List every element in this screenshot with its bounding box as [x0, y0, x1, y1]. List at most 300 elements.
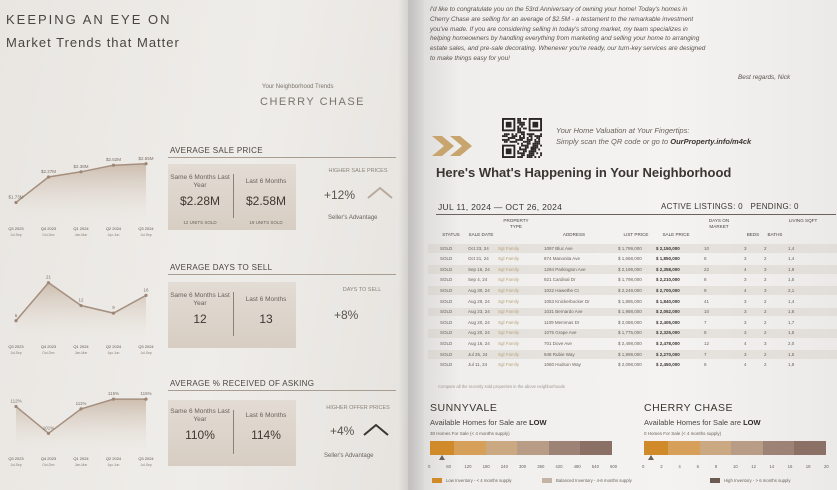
change-label: HIGHER OFFER PRICES: [326, 405, 390, 411]
tick-label: 16: [787, 464, 793, 469]
table-cell: 12: [704, 340, 710, 346]
column-header: LIST PRICE: [623, 232, 649, 237]
table-cell: $ 1,988,000: [618, 309, 642, 315]
low-inventory-swatch: [432, 478, 442, 483]
prev-period-label: Same 6 Months Last Year: [170, 174, 230, 189]
tick-label: 240: [500, 464, 508, 469]
x-tick-sublabel: Jul-Sep: [10, 463, 22, 467]
table-cell: Sgl Family: [498, 266, 520, 272]
table-cell: $ 2,450,000: [656, 362, 680, 368]
x-tick-sublabel: Jan-Mar: [74, 351, 88, 355]
tick-label: 420: [555, 464, 563, 469]
table-cell: $ 1,775,000: [618, 330, 642, 336]
x-tick-sublabel: Jul-Sep: [140, 463, 152, 467]
inventory-bar: [644, 441, 826, 455]
table-cell: 8: [704, 362, 707, 368]
date-range: JUL 11, 2024 — OCT 26, 2024: [438, 202, 563, 212]
availability-level: LOW: [743, 418, 761, 427]
x-tick-sublabel: Jul-Sep: [10, 233, 22, 237]
balanced-inventory-legend: Balanced Inventory - 4-6 months supply: [556, 478, 632, 483]
tick-label: 60: [446, 464, 451, 469]
table-cell: 2: [764, 362, 767, 368]
table-cell: 874 Manonita Ave: [544, 256, 580, 262]
table-cell: Aug 20, 24: [468, 319, 490, 325]
x-tick-label: Q3 2023: [8, 226, 24, 231]
table-row[interactable]: [428, 308, 837, 317]
trend-point: [112, 398, 115, 401]
column-header: STATUS: [442, 232, 460, 237]
table-cell: SOLD: [440, 277, 453, 283]
table-cell: Sgl Family: [498, 298, 520, 304]
tick-label: 18: [805, 464, 811, 469]
table-cell: 1,4: [788, 256, 795, 262]
x-tick-label: Q3 2024: [138, 344, 154, 349]
table-cell: Sgl Family: [498, 330, 520, 336]
table-cell: $ 2,270,000: [656, 351, 680, 357]
x-tick-label: Q3 2024: [138, 456, 154, 461]
stat-divider: [233, 410, 234, 454]
trend-point: [79, 170, 82, 173]
x-tick-sublabel: Apr-Jun: [107, 351, 120, 355]
table-cell: Sgl Family: [498, 309, 520, 315]
table-cell: SOLD: [440, 298, 453, 304]
prev-period-value: 110%: [185, 428, 215, 442]
tick-label: 12: [751, 464, 756, 469]
trend-point: [47, 175, 50, 178]
table-cell: 1,6: [788, 309, 795, 315]
x-tick-sublabel: Jul-Sep: [140, 351, 152, 355]
table-row[interactable]: [428, 339, 837, 348]
days-to-sell-trend-chart: [4, 258, 164, 358]
sale-price-section-title: AVERAGE SALE PRICE: [170, 146, 263, 155]
point-label: $1.73M: [8, 194, 24, 200]
table-row[interactable]: [428, 265, 837, 274]
table-cell: 948 Rubie Way: [544, 351, 575, 357]
header-subtitle: Market Trends that Matter: [6, 35, 180, 50]
table-cell: Sgl Family: [498, 287, 520, 293]
cur-period-label: Last 6 Months: [245, 178, 287, 185]
tick-label: 20: [824, 464, 829, 469]
page-fold-shadow: [398, 0, 424, 490]
tick-label: 10: [733, 464, 738, 469]
market-trends-page: [0, 0, 412, 490]
x-tick-sublabel: Oct-Dec: [42, 463, 55, 467]
table-cell: 2: [764, 245, 767, 251]
x-tick-label: Q3 2023: [8, 344, 24, 349]
advantage-label: Seller's Advantage: [324, 453, 374, 459]
column-header: LIVING SQFT: [788, 218, 818, 223]
x-tick-label: Q2 2024: [105, 226, 122, 231]
table-cell: $ 2,052,000: [656, 309, 680, 315]
change-value: +12%: [324, 188, 356, 202]
up-chevron-icon: [366, 186, 394, 200]
high-inventory-legend: High Inventory - > 6 months supply: [724, 478, 791, 483]
trend-point: [47, 432, 50, 435]
trend-point: [144, 294, 147, 297]
prev-period-label: Same 6 Months Last Year: [170, 292, 230, 307]
homes-for-sale-count: 0 Homes For Sale (< 4 months supply): [644, 431, 722, 436]
table-cell: $ 2,210,000: [656, 277, 680, 283]
table-cell: 8: [704, 256, 707, 262]
table-cell: 1,8: [788, 362, 795, 368]
prev-period-label: Same 6 Months Last Year: [170, 408, 230, 423]
column-header: BATHS: [767, 232, 783, 237]
point-label: 111%: [75, 400, 87, 406]
table-cell: 3: [744, 256, 747, 262]
tick-label: 360: [537, 464, 545, 469]
table-cell: 10: [704, 245, 710, 251]
table-cell: 3: [744, 351, 747, 357]
table-cell: $ 2,358,000: [656, 266, 680, 272]
cur-period-value: 13: [259, 312, 273, 326]
inventory-indicator-icon: [648, 455, 654, 460]
inventory-bar: [430, 441, 612, 455]
trend-point: [144, 398, 147, 401]
table-cell: 4: [744, 362, 747, 368]
inventory-bar-segment: [580, 441, 612, 455]
table-top-rule: [436, 214, 836, 215]
inventory-bar-segment: [486, 441, 518, 455]
high-inventory-swatch: [710, 478, 720, 483]
table-cell: 2: [764, 330, 767, 336]
prev-period-value: $2.28M: [179, 194, 221, 208]
table-cell: Aug 29, 24: [468, 298, 490, 304]
letter-line: I'd like to congratulate you on the 53rd Anniversary of owning your home! Today's homes in: [430, 6, 688, 13]
table-cell: Sep 4, 24: [468, 277, 488, 283]
x-tick-sublabel: Apr-Jun: [107, 463, 120, 467]
column-header: ADDRESS: [562, 232, 586, 237]
trend-point: [79, 304, 82, 307]
inventory-bar-segment: [549, 441, 581, 455]
table-cell: 1031 Bernardo Ave: [544, 309, 583, 315]
x-tick-sublabel: Oct-Dec: [42, 233, 55, 237]
table-cell: 41: [704, 298, 710, 304]
table-row[interactable]: [428, 286, 837, 295]
table-cell: 1,5: [788, 351, 795, 357]
table-cell: 10: [704, 309, 710, 315]
table-cell: 1,4: [788, 298, 795, 304]
homes-for-sale-count: 30 Homes For Sale (< 4 months supply): [430, 431, 510, 436]
trend-point: [112, 312, 115, 315]
table-cell: Aug 20, 24: [468, 330, 490, 336]
happening-title: Here's What's Happening in Your Neighborhood: [436, 165, 732, 180]
table-cell: 4: [744, 266, 747, 272]
table-cell: $ 2,150,000: [656, 245, 680, 251]
table-cell: $ 2,249,000: [618, 287, 642, 293]
table-cell: $ 1,668,000: [618, 256, 642, 262]
table-cell: $ 1,840,000: [656, 298, 680, 304]
table-cell: Aug 23, 24: [468, 309, 490, 315]
table-cell: 3: [744, 330, 747, 336]
table-cell: 9: [704, 287, 707, 293]
tick-label: 300: [519, 464, 527, 469]
table-row[interactable]: [428, 318, 837, 327]
table-cell: 701 Dove Ave: [544, 340, 572, 346]
table-cell: 7: [704, 351, 707, 357]
prev-period-value: 12: [193, 312, 207, 326]
letter-line: estate sales, and pre-sale decorating. Whenever you're ready, our turn-key services are designed: [430, 45, 706, 53]
table-cell: 1097 Bluc Ave: [544, 245, 573, 251]
availability-text: [430, 418, 547, 427]
tick-label: 540: [591, 464, 599, 469]
cur-period-label: Last 6 Months: [245, 296, 287, 303]
table-cell: SOLD: [440, 287, 453, 293]
table-cell: 8: [704, 277, 707, 283]
table-cell: $ 2,478,000: [656, 340, 680, 346]
table-cell: 3: [744, 245, 747, 251]
point-label: 12: [78, 297, 84, 303]
table-cell: 3: [744, 319, 747, 325]
table-cell: $ 2,325,000: [656, 330, 680, 336]
table-cell: Jul 11, 24: [468, 362, 488, 368]
double-chevron-icon: [432, 134, 480, 158]
letter-line: to make things easy for you!: [430, 54, 510, 62]
letter-line: Cherry Chase are selling for an average of $2.5M - a testament to the remarkable investment: [430, 15, 694, 23]
trend-area: [16, 283, 146, 336]
column-header: DAYS ON MARKET: [708, 218, 730, 229]
x-tick-sublabel: Jul-Sep: [10, 351, 22, 355]
x-tick-label: Q4 2023: [40, 456, 57, 461]
column-header: SALE PRICE: [662, 232, 690, 237]
table-cell: 1,5: [788, 330, 795, 336]
table-cell: 2: [764, 309, 767, 315]
x-tick-sublabel: Jul-Sep: [140, 233, 152, 237]
table-cell: SOLD: [440, 266, 453, 272]
availability-level: LOW: [529, 418, 547, 427]
x-tick-label: Q3 2024: [138, 226, 154, 231]
point-label: 6: [14, 312, 18, 318]
change-label: DAYS TO SELL: [342, 287, 382, 293]
table-cell: SOLD: [440, 309, 453, 315]
inventory-indicator-icon: [439, 455, 445, 460]
table-cell: Aug 16, 24: [468, 340, 490, 346]
table-cell: 1294 Parkington Ave: [544, 266, 586, 272]
point-label: 21: [45, 274, 52, 280]
table-row[interactable]: [428, 244, 837, 253]
percent-of-asking-trend-chart: [4, 370, 164, 470]
inventory-bar-segment: [454, 441, 486, 455]
tick-label: 8: [714, 464, 718, 469]
table-cell: 4: [744, 287, 747, 293]
letter-signoff: Best regards, Nick: [738, 74, 791, 81]
table-row[interactable]: [428, 255, 837, 264]
x-tick-label: Q1 2024: [73, 456, 89, 461]
table-row[interactable]: [428, 350, 837, 359]
table-cell: 3: [744, 277, 747, 283]
table-cell: 1053 Knickerbocker Dr: [544, 298, 590, 304]
table-cell: 1060 Hudson Way: [544, 362, 581, 368]
table-cell: Aug 30, 24: [468, 287, 490, 293]
table-cell: 1075 Grape Ave: [544, 330, 577, 336]
balanced-inventory-swatch: [542, 478, 552, 483]
qr-code-icon[interactable]: [502, 118, 542, 158]
table-cell: $ 1,895,000: [618, 298, 642, 304]
table-cell: 2: [764, 277, 767, 283]
cur-period-value: 114%: [251, 428, 281, 442]
table-cell: $ 2,700,000: [656, 287, 680, 293]
column-header: SALE DATE: [468, 232, 494, 237]
availability-prefix: Available Homes for Sale are: [430, 418, 530, 427]
table-cell: Oct 21, 24: [468, 256, 489, 262]
stat-divider: [233, 292, 234, 336]
table-cell: 1,7: [788, 319, 795, 325]
tick-label: 600: [610, 464, 618, 469]
table-cell: 7: [704, 319, 707, 325]
table-cell: Sep 16, 24: [468, 266, 490, 272]
table-cell: $ 2,098,000: [618, 362, 642, 368]
point-label: $2.52M: [105, 157, 122, 163]
table-cell: $ 2,088,000: [618, 319, 642, 325]
trend-point: [79, 407, 82, 410]
days-to-sell-section-title: AVERAGE DAYS TO SELL: [170, 263, 273, 272]
section-divider: [168, 390, 396, 391]
inventory-bar-segment: [700, 441, 732, 455]
table-cell: SOLD: [440, 362, 453, 368]
table-cell: Oct 23, 24: [468, 245, 489, 251]
active-listings: ACTIVE LISTINGS: 0: [661, 202, 743, 211]
table-cell: 2: [764, 256, 767, 262]
city-name: CHERRY CHASE: [644, 402, 734, 414]
table-cell: $ 1,899,000: [618, 351, 642, 357]
x-tick-sublabel: Jan-Mar: [74, 233, 88, 237]
table-row[interactable]: [428, 297, 837, 306]
x-tick-label: Q2 2024: [105, 344, 122, 349]
table-footnote: Compare all the recently sold properties in the above neighborhoods: [438, 384, 565, 389]
change-label: HIGHER SALE PRICES: [328, 168, 388, 174]
point-label: 115%: [140, 391, 152, 397]
table-cell: 8: [704, 330, 707, 336]
x-tick-label: Q1 2024: [73, 344, 89, 349]
letter-line: you've made. If you are considering selling in today's strong market, my team specializes in: [430, 25, 688, 33]
sale-price-trend-chart: [4, 140, 164, 240]
percent-asking-stat-box: [168, 400, 296, 466]
neighborhood-name: CHERRY CHASE: [260, 96, 366, 108]
sale-price-stat-box: [168, 164, 296, 230]
table-cell: Jul 25, 24: [468, 351, 488, 357]
up-chevron-icon: [362, 423, 390, 437]
change-value: +8%: [334, 308, 359, 322]
table-cell: $ 1,850,000: [656, 256, 680, 262]
table-cell: 1,5: [788, 277, 795, 283]
percent-asking-section-title: AVERAGE % RECEIVED OF ASKING: [170, 379, 315, 388]
table-cell: Sgl Family: [498, 340, 520, 346]
low-inventory-legend: Low Inventory - < 4 months supply: [446, 478, 512, 483]
tick-label: 6: [696, 464, 699, 469]
inventory-bar-segment: [430, 441, 454, 455]
point-label: 9: [112, 305, 115, 311]
x-tick-label: Q4 2023: [40, 226, 57, 231]
table-cell: $ 2,405,000: [656, 319, 680, 325]
table-cell: 1,4: [788, 245, 795, 251]
section-divider: [168, 157, 396, 158]
table-cell: $ 1,798,000: [618, 277, 642, 283]
table-cell: 3: [764, 340, 767, 346]
table-cell: 4: [744, 340, 747, 346]
table-cell: 1109 Memmas Dr: [544, 319, 580, 325]
inventory-bar-segment: [731, 441, 763, 455]
section-divider: [168, 274, 396, 275]
stat-divider: [233, 174, 234, 218]
table-cell: 2,0: [788, 340, 795, 346]
table-cell: $ 2,199,000: [618, 266, 642, 272]
point-label: $2.55M: [138, 155, 154, 161]
x-tick-label: Q3 2023: [8, 456, 24, 461]
days-to-sell-stat-box: [168, 282, 296, 348]
x-tick-sublabel: Oct-Dec: [42, 351, 55, 355]
availability-text: [644, 418, 761, 427]
table-cell: SOLD: [440, 330, 453, 336]
anniversary-letter: [430, 5, 830, 64]
valuation-url-link[interactable]: OurProperty.info/m4ck: [670, 137, 752, 146]
prev-units-sold: 12 UNITS SOLD: [183, 220, 217, 225]
tick-label: 4: [678, 464, 681, 469]
table-cell: 3: [764, 287, 767, 293]
inventory-bar-segment: [763, 441, 795, 455]
x-tick-label: Q1 2024: [73, 226, 89, 231]
point-label: 16: [143, 287, 149, 293]
table-cell: 921 Cardinal Dr: [544, 277, 576, 283]
trend-point: [14, 201, 17, 204]
table-cell: 2: [764, 298, 767, 304]
table-row[interactable]: [428, 276, 837, 285]
table-cell: 2: [764, 319, 767, 325]
point-label: 112%: [10, 398, 22, 404]
valuation-title: Your Home Valuation at Your Fingertips:: [556, 126, 690, 135]
advantage-label: Seller's Advantage: [328, 215, 378, 221]
table-row[interactable]: [428, 361, 837, 370]
table-cell: Sgl Family: [498, 256, 520, 262]
table-cell: Sgl Family: [498, 319, 520, 325]
change-value: +4%: [330, 424, 355, 438]
header-title: KEEPING AN EYE ON: [6, 12, 172, 27]
pending-listings: PENDING: 0: [750, 202, 799, 211]
point-label: 101%: [42, 425, 55, 431]
tick-label: 14: [769, 464, 775, 469]
trend-point: [14, 405, 17, 408]
table-cell: 2,1: [788, 287, 795, 293]
trend-point: [14, 319, 17, 322]
trend-point: [144, 162, 147, 165]
tick-label: 180: [482, 464, 490, 469]
cur-period-value: $2.58M: [245, 194, 287, 208]
cur-period-label: Last 6 Months: [245, 412, 287, 419]
trend-area: [16, 399, 146, 448]
table-row[interactable]: [428, 329, 837, 338]
table-cell: 22: [704, 266, 710, 272]
table-cell: Sgl Family: [498, 245, 520, 251]
table-cell: SOLD: [440, 245, 453, 251]
table-cell: 3: [744, 298, 747, 304]
letter-line: helping homeowners by handling everything from marketing and selling your home to arranging: [430, 35, 700, 43]
table-cell: 3: [744, 309, 747, 315]
valuation-text: [556, 137, 751, 146]
point-label: $2.38M: [73, 163, 89, 169]
tick-label: 0: [428, 464, 431, 469]
tick-label: 0: [642, 464, 645, 469]
table-cell: 1,9: [788, 266, 795, 272]
tick-label: 480: [573, 464, 581, 469]
inventory-bar-segment: [517, 441, 549, 455]
inventory-bar-segment: [794, 441, 826, 455]
table-cell: SOLD: [440, 256, 453, 262]
x-tick-sublabel: Jan-Mar: [74, 463, 88, 467]
x-tick-label: Q4 2023: [40, 344, 57, 349]
table-cell: SOLD: [440, 351, 453, 357]
point-label: $2.27M: [40, 168, 57, 174]
valuation-instruction: Simply scan the QR code or go to: [556, 137, 669, 146]
column-header: BEDS: [746, 232, 760, 237]
neighborhood-label: Your Neighborhood Trends: [262, 84, 334, 90]
